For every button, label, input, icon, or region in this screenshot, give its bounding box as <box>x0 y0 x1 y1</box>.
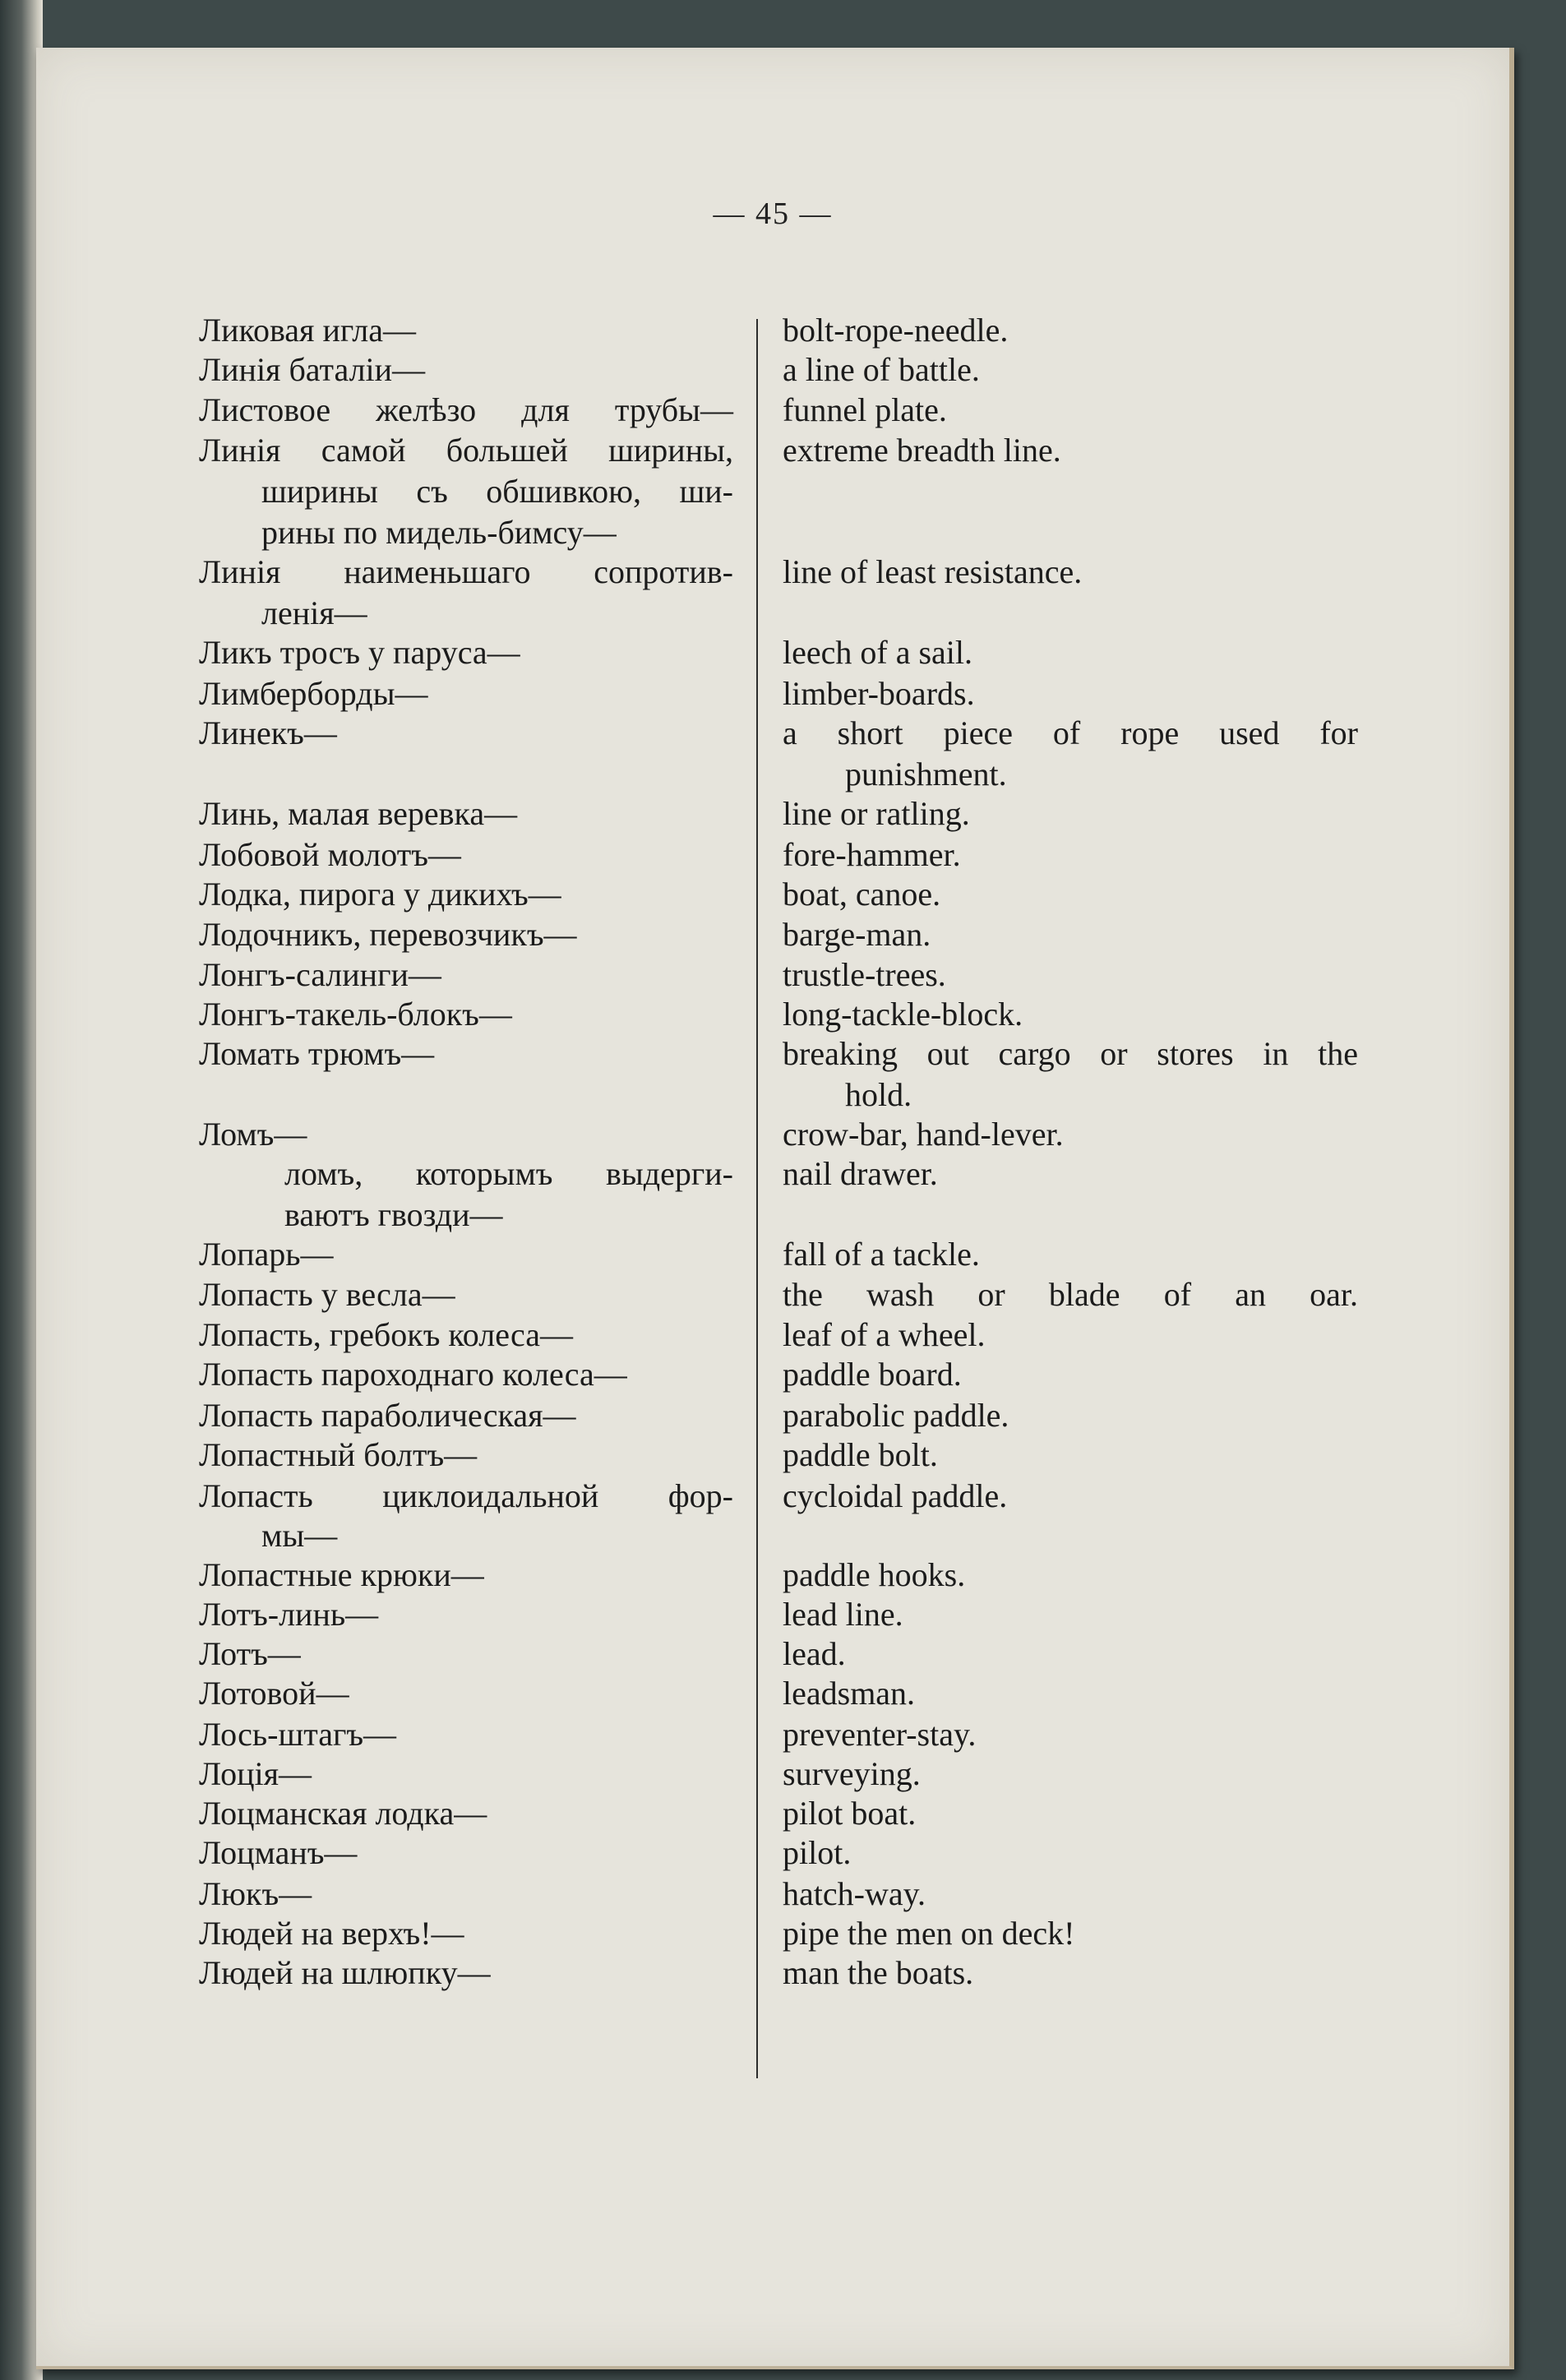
ru-entry-continuation: мы— <box>261 1517 338 1554</box>
en-entry: nail drawer. <box>783 1155 938 1192</box>
ru-entry: Ломать трюмъ— <box>199 1035 435 1072</box>
ru-entry-continuation: ленія— <box>261 594 367 631</box>
en-entry-continuation: punishment. <box>845 756 1007 793</box>
en-entry: surveying. <box>783 1755 921 1792</box>
column-divider <box>756 319 758 2078</box>
en-entry: line or ratling. <box>783 795 970 832</box>
ru-entry: Листовое желѣзо для трубы— <box>199 391 733 428</box>
en-entry: line of least resistance. <box>783 553 1083 590</box>
en-entry: breaking out cargo or stores in the <box>783 1035 1358 1072</box>
en-entry: the wash or blade of an oar. <box>783 1276 1358 1313</box>
ru-entry: Лонгъ-салинги— <box>199 956 441 993</box>
en-entry: paddle hooks. <box>783 1556 966 1593</box>
en-entry: leaf of a wheel. <box>783 1316 986 1353</box>
en-entry: a short piece of rope used for <box>783 714 1358 751</box>
en-entry: lead. <box>783 1635 846 1672</box>
ru-entry: Лопастный болтъ— <box>199 1436 478 1473</box>
ru-entry: Линь, малая веревка— <box>199 795 518 832</box>
en-entry: pilot. <box>783 1834 852 1871</box>
ru-entry: Лотовой— <box>199 1675 349 1712</box>
en-entry-continuation: hold. <box>845 1076 912 1113</box>
ru-entry: Лопасть циклоидальной фор- <box>199 1477 733 1514</box>
en-entry: fall of a tackle. <box>783 1236 980 1273</box>
ru-entry: Линекъ— <box>199 714 337 751</box>
en-entry: funnel plate. <box>783 391 947 428</box>
en-entry: cycloidal paddle. <box>783 1477 1008 1514</box>
en-entry: paddle board. <box>783 1356 962 1393</box>
en-entry: parabolic paddle. <box>783 1397 1009 1434</box>
ru-entry: Линія самой большей ширины, <box>199 432 733 469</box>
page-number: — 45 — <box>713 196 833 231</box>
ru-entry: Лопастные крюки— <box>199 1556 484 1593</box>
ru-entry: Люкъ— <box>199 1875 312 1912</box>
en-entry: long-tackle-block. <box>783 996 1023 1033</box>
ru-entry: Лоцманская лодка— <box>199 1795 487 1832</box>
en-entry: man the boats. <box>783 1954 974 1991</box>
en-entry: lead line. <box>783 1596 903 1633</box>
ru-entry: Лодка, пирога у дикихъ— <box>199 876 561 913</box>
ru-entry: Лоція— <box>199 1755 312 1792</box>
book-page <box>36 48 1514 2369</box>
en-entry: barge-man. <box>783 916 931 953</box>
en-entry: bolt-rope-needle. <box>783 312 1009 349</box>
ru-entry: Ликъ тросъ у паруса— <box>199 634 520 671</box>
ru-entry: Ломъ— <box>199 1116 307 1153</box>
en-entry: leech of a sail. <box>783 634 972 671</box>
ru-entry: Лопасть пароходнаго колеса— <box>199 1356 627 1393</box>
en-entry: fore-hammer. <box>783 836 961 873</box>
en-entry: crow-bar, hand-lever. <box>783 1116 1064 1153</box>
ru-entry: Линія баталіи— <box>199 351 426 388</box>
ru-entry: Людей на верхъ!— <box>199 1915 464 1952</box>
ru-entry: Линія наименьшаго сопротив- <box>199 553 733 590</box>
ru-entry: Лотъ— <box>199 1635 301 1672</box>
ru-entry: Лотъ-линь— <box>199 1596 379 1633</box>
en-entry: pilot boat. <box>783 1795 917 1832</box>
ru-entry-continuation: рины по мидель-бимсу— <box>261 514 617 551</box>
en-entry: extreme breadth line. <box>783 432 1061 469</box>
en-entry: hatch-way. <box>783 1875 926 1912</box>
en-entry: boat, canoe. <box>783 876 941 913</box>
ru-entry-continuation: ширины съ обшивкою, ши- <box>261 473 733 510</box>
ru-entry: Лось-штагъ— <box>199 1716 397 1753</box>
ru-entry: Лодочникъ, перевозчикъ— <box>199 916 577 953</box>
ru-entry-sub: ваютъ гвозди— <box>284 1196 503 1233</box>
en-entry: leadsman. <box>783 1675 916 1712</box>
ru-entry: Ликовая игла— <box>199 312 416 349</box>
en-entry: paddle bolt. <box>783 1436 938 1473</box>
ru-entry: Лимберборды— <box>199 675 428 712</box>
ru-entry: Лобовой молотъ— <box>199 836 461 873</box>
en-entry: trustle-trees. <box>783 956 946 993</box>
ru-entry: Лонгъ-такель-блокъ— <box>199 996 512 1033</box>
ru-entry-sub: ломъ, которымъ выдерги- <box>284 1155 733 1192</box>
en-entry: limber-boards. <box>783 675 975 712</box>
ru-entry: Людей на шлюпку— <box>199 1954 491 1991</box>
ru-entry: Лопасть параболическая— <box>199 1397 576 1434</box>
ru-entry: Лоцманъ— <box>199 1834 358 1871</box>
en-entry: pipe the men on deck! <box>783 1915 1075 1952</box>
ru-entry: Лопасть у весла— <box>199 1276 455 1313</box>
ru-entry: Лопасть, гребокъ колеса— <box>199 1316 573 1353</box>
en-entry: preventer-stay. <box>783 1716 977 1753</box>
ru-entry: Лопарь— <box>199 1236 334 1273</box>
en-entry: a line of battle. <box>783 351 980 388</box>
